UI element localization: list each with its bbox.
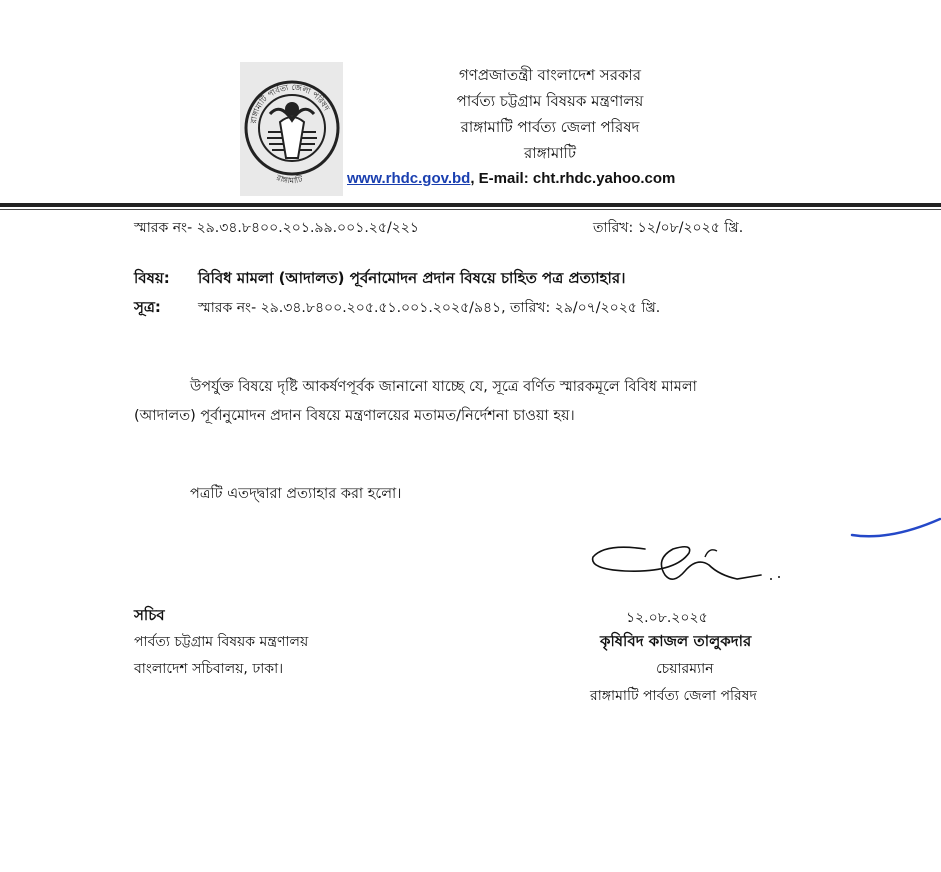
letterhead-line-city: রাঙ্গামাটি — [523, 144, 577, 162]
signatory-name: কৃষিবিদ কাজল তালুকদার — [600, 632, 752, 650]
letterhead-line-ministry: পার্বত্য চট্টগ্রাম বিষয়ক মন্ত্রণালয় — [456, 92, 644, 110]
letterhead-line-government: গণপ্রজাতন্ত্রী বাংলাদেশ সরকার — [458, 66, 642, 84]
rangamati-seal-icon — [240, 62, 343, 196]
body-paragraph-1-line-2: (আদালত) পূর্বানুমোদন প্রদান বিষয়ে মন্ত্রণালয়ের মতামত/নির্দেশনা চাওয়া হয়। — [134, 408, 575, 424]
subject-label: বিষয়: — [134, 269, 170, 287]
email-text: , E-mail: cht.rhdc.yahoo.com — [470, 170, 676, 187]
reference-label: সূত্র: — [134, 298, 161, 316]
body-paragraph-1-line-1: উপর্যুক্ত বিষয়ে দৃষ্টি আকর্ষণপূর্বক জানানো যাচ্ছে যে, সূত্রে বর্ণিত স্মারকমূলে বিবিধ মামলা — [190, 379, 697, 395]
handwritten-signature-icon — [585, 535, 795, 595]
website-link[interactable]: www.rhdc.gov.bd — [347, 170, 471, 187]
memo-number: স্মারক নং- ২৯.৩৪.৮৪০০.২০১.৯৯.০০১.২৫/২২১ — [134, 220, 419, 236]
recipient-line-1: পার্বত্য চট্টগ্রাম বিষয়ক মন্ত্রণালয় — [134, 634, 309, 650]
signatory-organization: রাঙ্গামাটি পার্বত্য জেলা পরিষদ — [590, 688, 757, 704]
contact-line — [347, 170, 675, 187]
council-logo — [240, 62, 343, 196]
header-divider-thin — [0, 209, 941, 210]
signatory-title: চেয়ারম্যান — [656, 661, 714, 677]
recipient-line-2: বাংলাদেশ সচিবালয়, ঢাকা। — [134, 661, 284, 677]
svg-text:রাঙ্গামাটি পার্বত্য জেলা পরিষদ: রাঙ্গামাটি পার্বত্য জেলা পরিষদ — [248, 82, 332, 125]
signature-date: ১২.০৮.২০২৫ — [626, 610, 708, 626]
reference-text: স্মারক নং- ২৯.৩৪.৮৪০০.২০৫.৫১.০০১.২০২৫/৯৪১, তারিখ: ২৯/০৭/২০২৫ খ্রি. — [198, 300, 661, 316]
subject-text: বিবিধ মামলা (আদালত) পূর্বনামোদন প্রদান বিষয়ে চাহিত পত্র প্রত্যাহার। — [198, 269, 626, 287]
body-paragraph-2: পত্রটি এতদ্দ্বারা প্রত্যাহার করা হলো। — [190, 486, 402, 502]
header-divider-thick — [0, 203, 941, 207]
pen-mark-icon — [850, 505, 941, 545]
memo-date: তারিখ: ১২/০৮/২০২৫ খ্রি. — [593, 220, 744, 236]
recipient-title: সচিব — [134, 606, 165, 624]
letterhead-line-council: রাঙ্গামাটি পার্বত্য জেলা পরিষদ — [460, 118, 640, 136]
svg-text:রাঙ্গামাটি: রাঙ্গামাটি — [275, 172, 304, 186]
letterhead — [370, 62, 730, 166]
